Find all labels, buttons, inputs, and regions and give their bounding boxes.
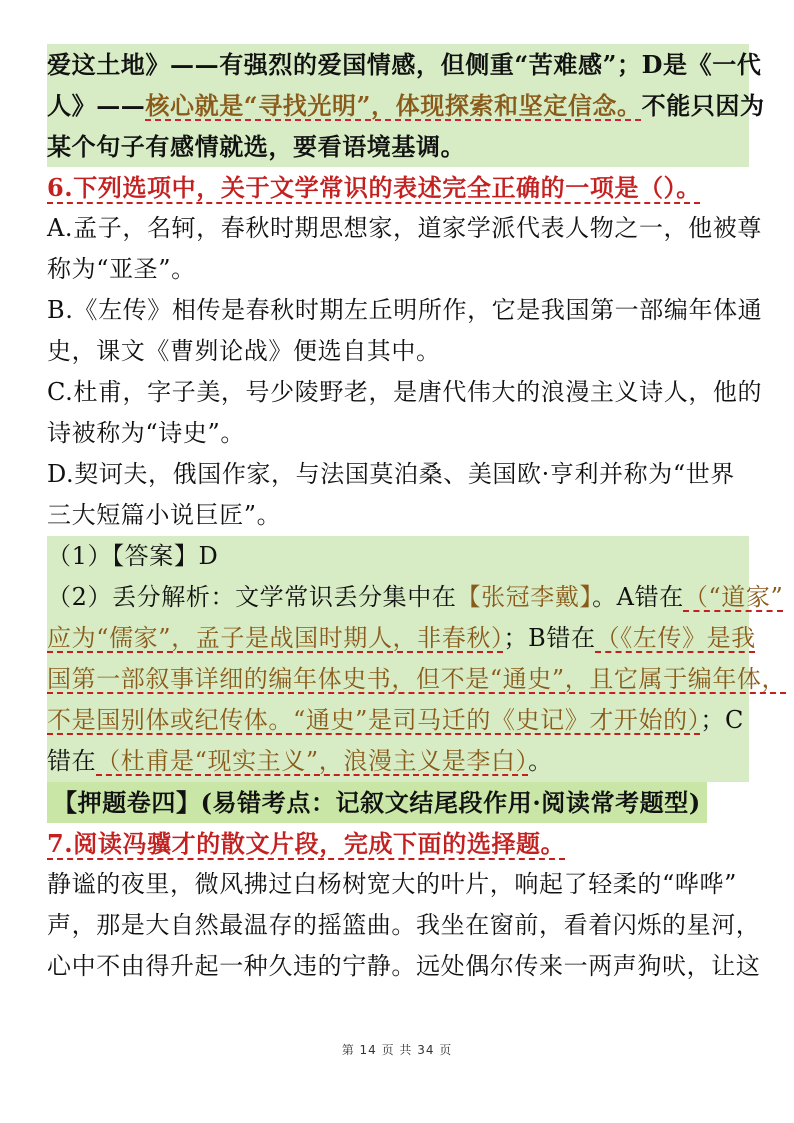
- q6-answer-block: [47, 536, 787, 782]
- intro-line-2-a: 人》——: [47, 91, 146, 120]
- analysis-5c: 。: [528, 747, 553, 775]
- analysis-3: 国第一部叙事详细的编年体史书，但不是“通史”，且它属于编年体，: [47, 665, 787, 693]
- analysis-line-1: [47, 577, 784, 618]
- analysis-4a: 不是国别体或纪传体。“通史”是司马迁的《史记》才开始的）: [47, 706, 701, 734]
- analysis-line-5: [47, 741, 749, 782]
- intro-highlight: 核心就是“寻找光明”，体现探索和坚定信念。: [145, 91, 642, 120]
- analysis-line-3: [47, 659, 787, 700]
- q6-option-b-line-1: B.《左传》相传是春秋时期左丘明所作，它是我国第一部编年体通: [47, 296, 763, 324]
- analysis-line-2: [47, 618, 756, 659]
- document-page: [47, 44, 787, 987]
- intro-line-2-c: 不能只因为: [641, 91, 765, 120]
- page-number: 第 14 页 共 34 页: [341, 1043, 453, 1057]
- intro-line-2: [47, 85, 765, 126]
- analysis-1a: （2）丢分解析：文学常识丢分集中在: [47, 583, 457, 611]
- analysis-2b: ；B错在: [503, 624, 596, 652]
- q7-passage-line-1: 静谧的夜里，微风拂过白杨树宽大的叶片，响起了轻柔的“哗哗”: [47, 870, 737, 898]
- q6-answer: （1）【答案】D: [47, 542, 219, 570]
- q6-option-d-line-2: 三大短篇小说巨匠”。: [47, 501, 282, 529]
- q6-option-a-line-1: A.孟子，名轲，春秋时期思想家，道家学派代表人物之一，他被尊: [47, 214, 762, 242]
- analysis-1b: 【张冠李戴】: [456, 583, 593, 611]
- analysis-2a: 应为“儒家”，孟子是战国时期人，非春秋）: [47, 624, 504, 652]
- q7-passage-line-3: 心中不由得升起一种久违的宁静。远处偶尔传来一两声狗吠，让这: [47, 952, 761, 980]
- analysis-line-4: [47, 700, 749, 741]
- q6-option-d-line-1: D.契诃夫，俄国作家，与法国莫泊桑、美国欧·亨利并称为“世界: [47, 460, 735, 488]
- section-header: 【押题卷四】(易错考点：记叙文结尾段作用·阅读常考题型): [47, 782, 707, 823]
- analysis-5b: （杜甫是“现实主义”，浪漫主义是李白）: [96, 747, 529, 775]
- q6-title-line: [47, 167, 749, 208]
- analysis-1d: （“道家”: [683, 583, 784, 611]
- analysis-1c: 。A错在: [592, 583, 684, 611]
- analysis-4b: ；C: [700, 706, 744, 734]
- intro-line-3: 某个句子有感情就选，要看语境基调。: [47, 132, 466, 161]
- intro-block: [47, 44, 765, 167]
- q7-title: 7.阅读冯骥才的散文片段，完成下面的选择题。: [47, 829, 566, 858]
- q6-title: 6.下列选项中，关于文学常识的表述完全正确的一项是（）。: [47, 173, 701, 202]
- q6-option-c-line-1: C.杜甫，字子美，号少陵野老，是唐代伟大的浪漫主义诗人，他的: [47, 378, 763, 406]
- analysis-2c: （《左传》是我: [595, 624, 756, 652]
- section-header-line: [47, 782, 749, 823]
- q6-option-a-line-2: 称为“亚圣”。: [47, 255, 196, 283]
- q7-passage-line-2: 声，那是大自然最温存的摇篮曲。我坐在窗前，看着闪烁的星河，: [47, 911, 761, 939]
- q7-title-line: [47, 823, 749, 864]
- q6-option-b-line-2: 史，课文《曹刿论战》便选自其中。: [47, 337, 441, 365]
- q6-option-c-line-2: 诗被称为“诗史”。: [47, 419, 245, 447]
- analysis-5a: 错在: [47, 747, 97, 775]
- intro-line-1: 爱这土地》——有强烈的爱国情感，但侧重“苦难感”；D是《一代: [47, 50, 762, 79]
